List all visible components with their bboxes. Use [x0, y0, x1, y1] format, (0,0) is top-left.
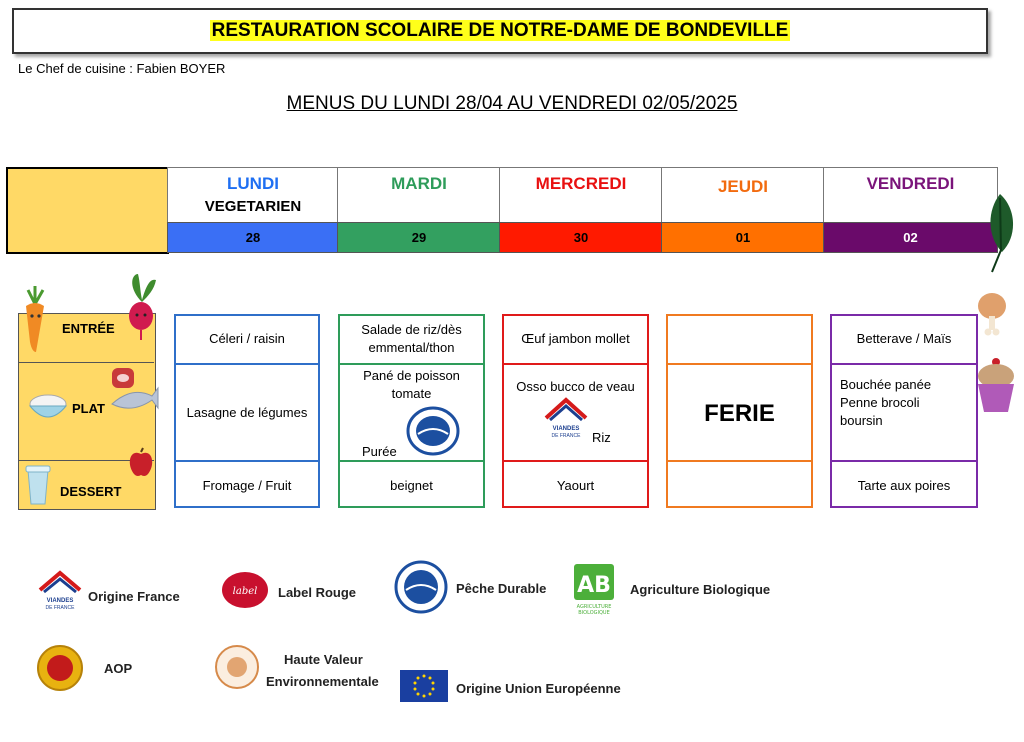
- row-divider: [832, 363, 976, 365]
- meat-fish-icon: [108, 366, 160, 416]
- row-divider: [176, 460, 318, 462]
- mardi-entree-line1: Salade de riz/dès: [361, 322, 462, 337]
- row-divider: [340, 363, 483, 365]
- svg-text:DE FRANCE: DE FRANCE: [45, 605, 75, 611]
- legend-peche-durable: Pêche Durable: [456, 581, 547, 596]
- apple-icon: [126, 446, 156, 478]
- legend-aop: AOP: [104, 661, 133, 676]
- legend-label-rouge: Label Rouge: [278, 585, 357, 600]
- day-name: MARDI: [391, 174, 447, 193]
- day-name: VENDREDI: [866, 174, 955, 193]
- lundi-dessert: Fromage / Fruit: [202, 478, 292, 493]
- day-name: JEUDI: [717, 177, 769, 196]
- mardi-plat-line2: tomate: [391, 386, 432, 401]
- carrot-icon: [20, 282, 50, 354]
- origine-france-logo-icon: [36, 570, 84, 614]
- row-divider: [832, 460, 976, 462]
- mardi-dessert: beignet: [390, 478, 433, 493]
- title-box: [12, 8, 988, 54]
- category-dessert: DESSERT: [60, 484, 122, 499]
- viandes-de-france-logo-icon: [542, 396, 590, 442]
- mardi-entree-line2: emmental/thon: [368, 340, 455, 355]
- day-header-lundi: [167, 167, 339, 222]
- mardi-plat-line1: Pané de poisson: [363, 368, 460, 383]
- day-name: LUNDI: [227, 174, 279, 193]
- row-divider: [504, 460, 647, 462]
- day-theme: VEGETARIEN: [204, 198, 302, 215]
- rice-bowl-icon: [26, 392, 70, 424]
- day-header-vendredi: [823, 167, 998, 222]
- svg-text:label: label: [232, 586, 258, 597]
- eu-flag-icon: [400, 670, 448, 702]
- header-corner-cell: [6, 167, 169, 254]
- legend-origine-france: Origine France: [88, 589, 180, 604]
- radish-icon: [124, 272, 158, 342]
- page-title: RESTAURATION SCOLAIRE DE NOTRE-DAME DE BONDEVILLE: [211, 20, 789, 41]
- row-divider: [504, 363, 647, 365]
- day-name: MERCREDI: [535, 174, 627, 193]
- category-divider: [18, 362, 154, 363]
- chicken-leg-icon: [972, 290, 1012, 336]
- date-vendredi: 02: [823, 222, 998, 253]
- svg-text:AB: AB: [577, 573, 611, 598]
- date-mardi: 29: [337, 222, 501, 253]
- row-divider: [668, 363, 811, 365]
- vendredi-plat-line1: Bouchée panée: [840, 377, 932, 392]
- vendredi-dessert: Tarte aux poires: [857, 478, 951, 493]
- date-lundi: 28: [167, 222, 339, 253]
- mardi-plat-side: Purée: [362, 444, 397, 459]
- row-divider: [668, 460, 811, 462]
- vendredi-plat-line3: boursin: [840, 413, 883, 428]
- svg-text:AGRICULTURE: AGRICULTURE: [576, 604, 612, 610]
- svg-text:BIOLOGIQUE: BIOLOGIQUE: [578, 610, 610, 616]
- lundi-plat: Lasagne de légumes: [186, 405, 308, 420]
- day-header-mercredi: [499, 167, 663, 222]
- mercredi-plat-side: Riz: [592, 430, 611, 445]
- hve-logo-icon: [214, 644, 260, 690]
- day-header-jeudi: [661, 167, 825, 222]
- date-mercredi: 30: [499, 222, 663, 253]
- lundi-entree: Céleri / raisin: [209, 331, 285, 346]
- mercredi-dessert: Yaourt: [556, 478, 595, 493]
- row-divider: [176, 363, 318, 365]
- menu-period-title: MENUS DU LUNDI 28/04 AU VENDREDI 02/05/2025: [286, 93, 738, 114]
- menu-box-vendredi: [830, 314, 978, 508]
- svg-text:VIANDES: VIANDES: [46, 598, 74, 604]
- date-jeudi: 01: [661, 222, 825, 253]
- svg-text:DE FRANCE: DE FRANCE: [551, 433, 581, 439]
- day-header-mardi: [337, 167, 501, 222]
- vendredi-entree: Betterave / Maïs: [856, 331, 952, 346]
- chef-name: Le Chef de cuisine : Fabien BOYER: [18, 61, 226, 76]
- category-entree: ENTRÉE: [62, 321, 115, 336]
- vendredi-plat-line2: Penne brocoli: [840, 395, 920, 410]
- label-rouge-logo-icon: [220, 570, 270, 610]
- legend-origine-ue: Origine Union Européenne: [456, 681, 621, 696]
- spinach-leaf-icon: [980, 190, 1020, 276]
- menu-box-lundi: [174, 314, 320, 508]
- legend-hve-line1: Haute Valeur: [284, 652, 363, 667]
- svg-text:VIANDES: VIANDES: [552, 426, 580, 432]
- category-plat: PLAT: [72, 401, 105, 416]
- mercredi-entree: Œuf jambon mollet: [521, 331, 630, 346]
- peche-durable-legend-logo-icon: [394, 560, 448, 614]
- yogurt-icon: [24, 462, 52, 506]
- peche-durable-logo-icon: [406, 406, 460, 456]
- legend-hve-line2: Environnementale: [266, 674, 379, 689]
- mercredi-plat: Osso bucco de veau: [516, 379, 635, 394]
- menu-box-mardi: [338, 314, 485, 508]
- agriculture-bio-logo-icon: [570, 562, 618, 616]
- jeudi-ferie: FERIE: [704, 400, 775, 427]
- menu-box-jeudi: [666, 314, 813, 508]
- menu-box-mercredi: [502, 314, 649, 508]
- legend-agriculture-bio: Agriculture Biologique: [630, 582, 771, 597]
- cupcake-icon: [974, 356, 1018, 416]
- aop-logo-icon: [36, 644, 84, 692]
